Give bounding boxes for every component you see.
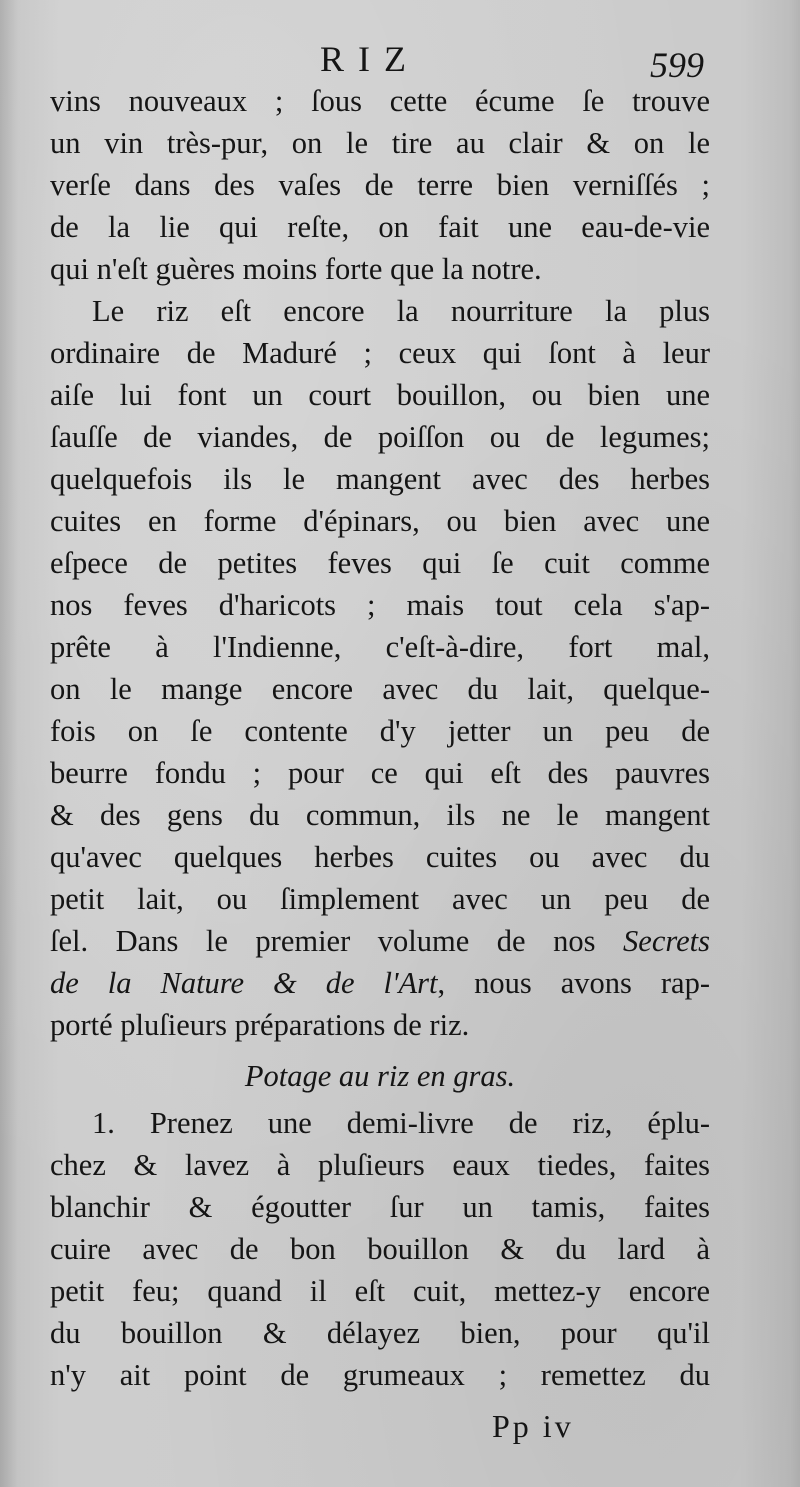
- text-line: petit lait, ou ſimplement avec un peu de: [50, 882, 710, 916]
- text-line: du bouillon & délayez bien, pour qu'il: [50, 1316, 710, 1350]
- italic-title: Secrets: [623, 924, 710, 958]
- text-line: de la lie qui reſte, on fait une eau-de-vie: [50, 210, 710, 244]
- text-line: [50, 920, 710, 962]
- text-line: blanchir & égoutter ſur un tamis, faites: [50, 1190, 710, 1224]
- text-line: on le mange encore avec du lait, quelque-: [50, 672, 710, 706]
- text-line: cuites en forme d'épinars, ou bien avec une: [50, 504, 710, 538]
- text-line: prête à l'Indienne, c'eſt-à-dire, fort mal,: [50, 630, 710, 664]
- text-line: ordinaire de Maduré ; ceux qui ſont à leur: [50, 336, 710, 370]
- section-heading: Potage au riz en gras.: [244, 1059, 516, 1093]
- text-line: porté pluſieurs préparations de riz.: [50, 1008, 470, 1042]
- page-number: 599: [650, 45, 704, 85]
- italic-title: de la Nature & de l'Art: [50, 966, 438, 1000]
- text-line: qu'avec quelques herbes cuites ou avec du: [50, 840, 710, 874]
- text-line: chez & lavez à pluſieurs eaux tiedes, faites: [50, 1148, 710, 1182]
- signature-mark: Pp iv: [492, 1408, 574, 1444]
- text-line: ſauſſe de viandes, de poiſſon ou de legumes;: [50, 420, 710, 454]
- text-line: un vin très-pur, on le tire au clair & on le: [50, 126, 710, 160]
- text-line: nos feves d'haricots ; mais tout cela s'ap-: [50, 588, 710, 622]
- text-line: n'y ait point de grumeaux ; remettez du: [50, 1358, 710, 1392]
- text-line: qui n'eſt guères moins forte que la notre.: [50, 252, 542, 286]
- text-line: petit feu; quand il eſt cuit, mettez-y encore: [50, 1274, 710, 1308]
- text-segment: , nous avons rap-: [437, 966, 710, 1000]
- text-block: [50, 80, 710, 1396]
- text-line: quelquefois ils le mangent avec des herbes: [50, 462, 710, 496]
- text-line: & des gens du commun, ils ne le mangent: [50, 798, 710, 832]
- running-title: RIZ: [320, 39, 420, 79]
- text-line: cuire avec de bon bouillon & du lard à: [50, 1232, 710, 1266]
- text-line: beurre fondu ; pour ce qui eſt des pauvres: [50, 756, 710, 790]
- text-line: aiſe lui font un court bouillon, ou bien une: [50, 378, 710, 412]
- text-line: 1. Prenez une demi-livre de riz, éplu-: [92, 1106, 710, 1140]
- text-line: vins nouveaux ; ſous cette écume ſe trouve: [50, 84, 710, 118]
- text-line: fois on ſe contente d'y jetter un peu de: [50, 714, 710, 748]
- text-segment: ſel. Dans le premier volume de nos: [50, 924, 596, 958]
- text-line: eſpece de petites feves qui ſe cuit comme: [50, 546, 710, 580]
- text-line: Le riz eſt encore la nourriture la plus: [92, 294, 710, 328]
- text-line: [50, 962, 710, 1004]
- text-line: verſe dans des vaſes de terre bien verniſſés ;: [50, 168, 710, 202]
